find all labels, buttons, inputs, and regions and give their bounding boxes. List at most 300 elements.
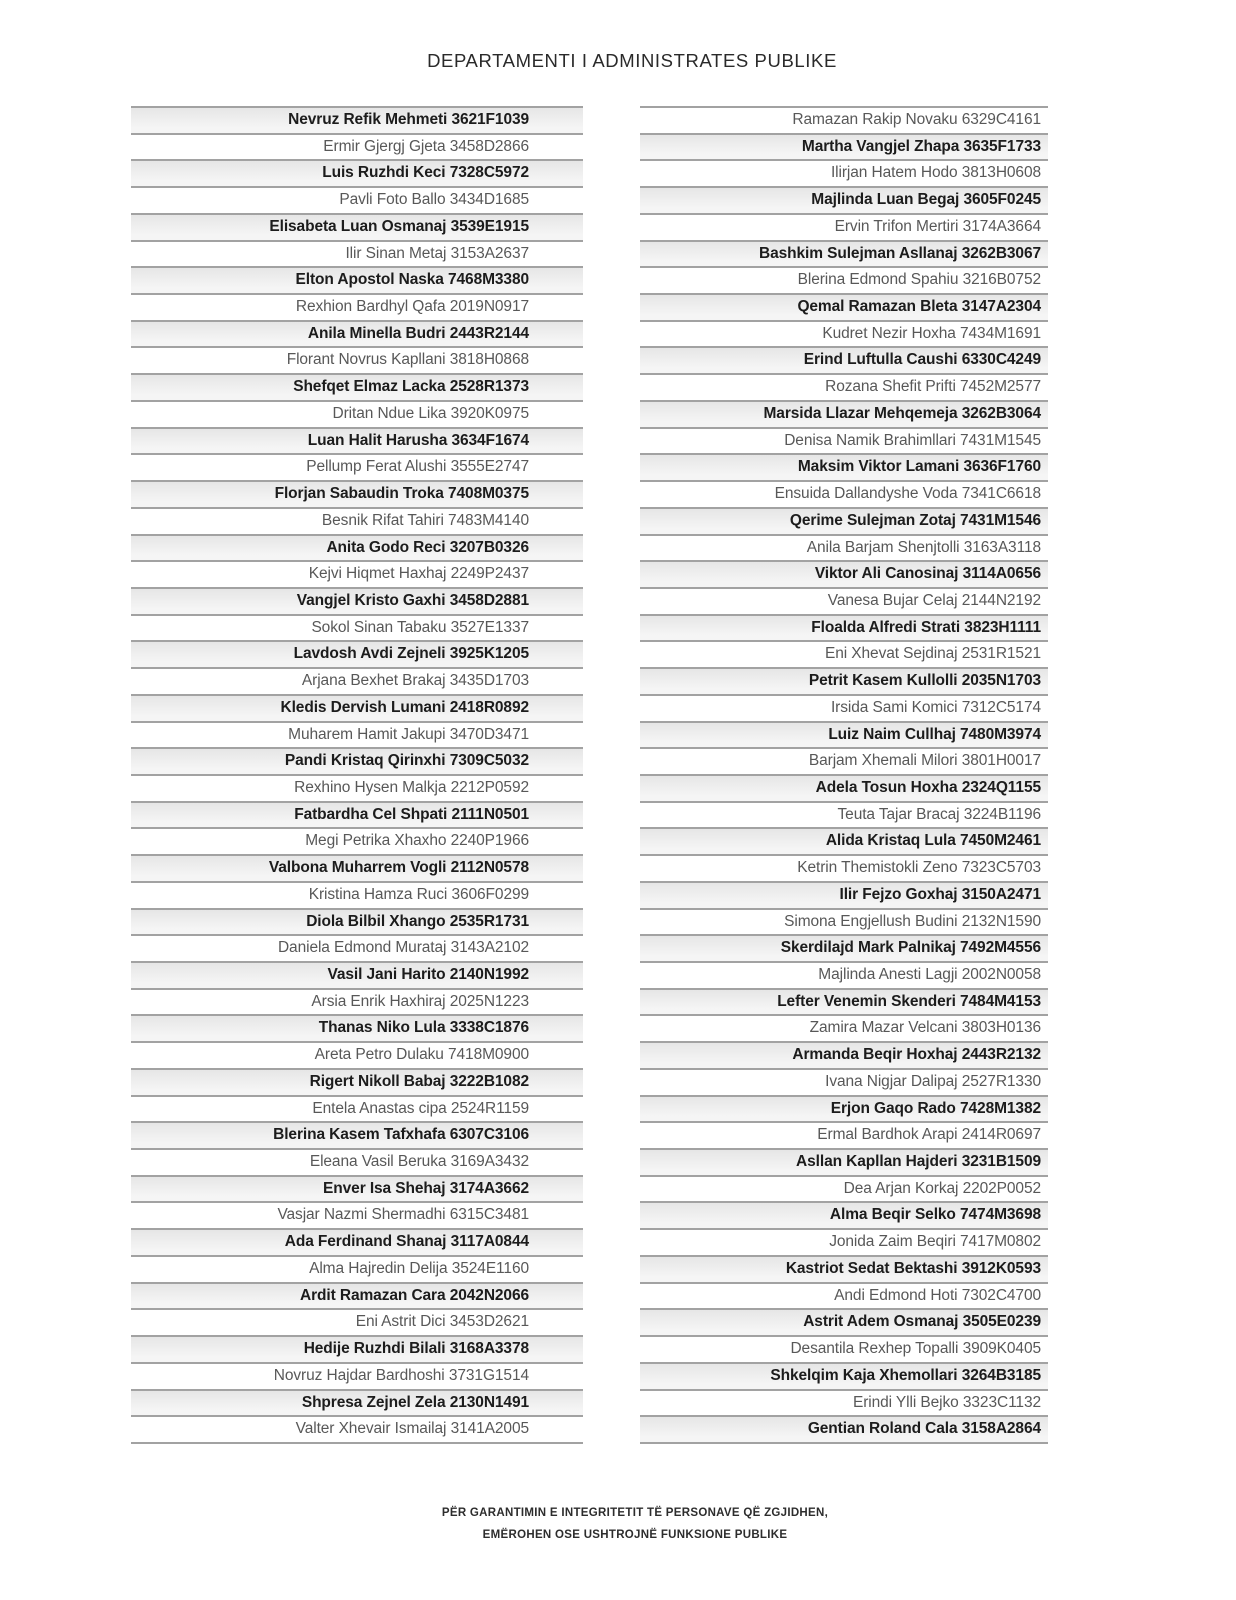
table-row xyxy=(640,429,1048,456)
person-name: Blerina Edmond Spahiu xyxy=(797,271,959,289)
person-name: Martha Vangjel Zhapa xyxy=(801,137,960,155)
table-row xyxy=(131,1043,583,1070)
person-code: 3813H0608 xyxy=(961,164,1041,182)
person-code: 3169A3432 xyxy=(450,1153,529,1171)
person-name: Eni Astrit Dici xyxy=(355,1313,446,1331)
footer-line-1: PËR GARANTIMIN E INTEGRITETIT TË PERSONAVE QË ZGJIDHEN, xyxy=(441,1507,829,1519)
person-code: 2019N0917 xyxy=(449,298,529,316)
table-row xyxy=(640,1391,1048,1418)
person-name: Armanda Beqir Hoxhaj xyxy=(792,1046,958,1064)
person-code: 7431M1546 xyxy=(960,511,1041,529)
table-row xyxy=(640,215,1048,242)
table-row xyxy=(640,402,1048,429)
person-name: Kejvi Hiqmet Haxhaj xyxy=(308,565,447,583)
table-row xyxy=(640,1203,1048,1230)
table-row xyxy=(640,1097,1048,1124)
person-code: 3605F0245 xyxy=(963,191,1041,209)
table-row xyxy=(640,883,1048,910)
person-code: 7323C5703 xyxy=(961,859,1041,877)
person-name: Hedije Ruzhdi Bilali xyxy=(303,1340,446,1358)
person-name: Elisabeta Luan Osmanaj xyxy=(269,217,447,235)
person-code: 3216B0752 xyxy=(962,271,1041,289)
table-row xyxy=(640,642,1048,669)
table-row xyxy=(131,1230,583,1257)
person-code: 3117A0844 xyxy=(450,1233,529,1251)
person-code: 6307C3106 xyxy=(449,1126,529,1144)
person-name: Florant Novrus Kapllani xyxy=(286,351,446,369)
person-code: 2240P1966 xyxy=(450,832,529,850)
person-name: Kledis Dervish Lumani xyxy=(280,698,446,716)
table-row xyxy=(131,1070,583,1097)
table-row xyxy=(640,696,1048,723)
person-name: Shkelqim Kaja Xhemollari xyxy=(770,1366,958,1384)
person-code: 2443R2144 xyxy=(449,324,529,342)
person-code: 2132N1590 xyxy=(961,912,1041,930)
table-row xyxy=(640,1337,1048,1364)
table-row xyxy=(131,1203,583,1230)
person-code: 7468M3380 xyxy=(448,271,529,289)
person-code: 3114A0656 xyxy=(962,565,1041,583)
person-code: 3222B1082 xyxy=(449,1072,529,1090)
person-name: Entela Anastas cipa xyxy=(312,1099,447,1117)
table-row xyxy=(640,856,1048,883)
table-row xyxy=(640,161,1048,188)
person-code: 3231B1509 xyxy=(961,1153,1041,1171)
page-title: DEPARTAMENTI I ADMINISTRATES PUBLIKE xyxy=(427,50,837,71)
person-code: 7418M0900 xyxy=(448,1046,529,1064)
person-code: 2112N0578 xyxy=(450,859,529,877)
person-name: Luiz Naim Cullhaj xyxy=(828,725,956,743)
table-row xyxy=(131,1123,583,1150)
person-code: 7483M4140 xyxy=(448,511,529,529)
table-row xyxy=(131,295,583,322)
person-code: 2531R1521 xyxy=(961,645,1041,663)
table-row xyxy=(131,642,583,669)
person-code: 3168A3378 xyxy=(449,1340,529,1358)
table-row xyxy=(131,776,583,803)
person-code: 7450M2461 xyxy=(960,832,1041,850)
person-name: Ivana Nigjar Dalipaj xyxy=(825,1072,958,1090)
person-name: Ermir Gjergj Gjeta xyxy=(323,137,446,155)
person-name: Desantila Rexhep Topalli xyxy=(790,1340,959,1358)
table-row xyxy=(640,1177,1048,1204)
table-row xyxy=(640,562,1048,589)
person-name: Blerina Kasem Tafxhafa xyxy=(273,1126,446,1144)
person-code: 3435D1703 xyxy=(449,672,529,690)
table-row xyxy=(131,509,583,536)
person-name: Luis Ruzhdi Keci xyxy=(322,164,446,182)
table-row xyxy=(640,108,1048,135)
person-name: Dea Arjan Korkaj xyxy=(843,1179,959,1197)
person-name: Denisa Namik Brahimllari xyxy=(784,431,956,449)
person-code: 2414R0697 xyxy=(961,1126,1041,1144)
table-row xyxy=(640,963,1048,990)
person-code: 3621F1039 xyxy=(451,111,529,128)
person-name: Alma Beqir Selko xyxy=(829,1206,956,1224)
person-name: Arjana Bexhet Brakaj xyxy=(301,672,446,690)
table-row xyxy=(640,135,1048,162)
person-name: Ada Ferdinand Shanaj xyxy=(284,1233,447,1251)
table-row xyxy=(131,589,583,616)
person-code: 3606F0299 xyxy=(451,885,529,903)
table-row xyxy=(640,1016,1048,1043)
table-row xyxy=(131,455,583,482)
person-name: Ardit Ramazan Cara xyxy=(300,1286,446,1304)
person-name: Rozana Shefit Prifti xyxy=(825,378,956,396)
person-name: Muharem Hamit Jakupi xyxy=(288,725,446,743)
person-name: Rigert Nikoll Babaj xyxy=(309,1072,446,1090)
person-name: Erindi Ylli Bejko xyxy=(852,1393,959,1411)
person-name: Valter Xhevair Ismailaj xyxy=(295,1420,447,1438)
person-code: 3434D1685 xyxy=(449,191,529,209)
person-name: Elton Apostol Naska xyxy=(295,271,444,289)
person-name: Jonida Zaim Beqiri xyxy=(829,1233,956,1251)
person-code: 7431M1545 xyxy=(960,431,1041,449)
person-name: Adela Tosun Hoxha xyxy=(815,778,958,796)
person-name: Irsida Sami Komici xyxy=(830,698,958,716)
person-name: Ketrin Themistokli Zeno xyxy=(797,859,958,877)
table-row xyxy=(640,1150,1048,1177)
table-row xyxy=(131,1417,583,1444)
table-row xyxy=(640,776,1048,803)
person-name: Gentian Roland Cala xyxy=(807,1420,958,1438)
table-row xyxy=(131,1364,583,1391)
person-code: 7484M4153 xyxy=(960,992,1041,1010)
table-row xyxy=(640,990,1048,1017)
person-code: 3634F1674 xyxy=(451,431,529,449)
person-code: 6330C4249 xyxy=(961,351,1041,369)
person-name: Pavli Foto Ballo xyxy=(339,191,446,209)
person-name: Andi Edmond Hoti xyxy=(834,1286,958,1304)
person-code: 2535R1731 xyxy=(449,912,529,930)
person-name: Simona Engjellush Budini xyxy=(784,912,958,930)
person-name: Shpresa Zejnel Zela xyxy=(301,1393,446,1411)
person-name: Megi Petrika Xhaxho xyxy=(305,832,447,850)
person-name: Besnik Rifat Tahiri xyxy=(321,511,444,529)
person-code: 7341C6618 xyxy=(961,485,1041,503)
person-code: 3801H0017 xyxy=(961,752,1041,770)
table-row xyxy=(131,108,583,135)
table-row xyxy=(131,429,583,456)
table-row xyxy=(131,135,583,162)
person-name: Rexhion Bardhyl Qafa xyxy=(295,298,446,316)
table-row xyxy=(640,455,1048,482)
table-row xyxy=(131,482,583,509)
person-name: Fatbardha Cel Shpati xyxy=(294,805,448,823)
table-row xyxy=(131,723,583,750)
person-code: 3153A2637 xyxy=(450,244,529,262)
person-name: Novruz Hajdar Bardhoshi xyxy=(273,1366,445,1384)
person-name: Enver Isa Shehaj xyxy=(323,1179,446,1197)
person-code: 3158A2864 xyxy=(961,1420,1041,1438)
person-code: 3925K1205 xyxy=(449,645,529,663)
person-name: Astrit Adem Osmanaj xyxy=(803,1313,959,1331)
name-list-table xyxy=(131,106,1048,1444)
table-row xyxy=(640,910,1048,937)
person-name: Vanesa Bujar Celaj xyxy=(827,591,958,609)
person-name: Pellump Ferat Alushi xyxy=(306,458,447,476)
table-row xyxy=(640,322,1048,349)
table-row xyxy=(131,161,583,188)
table-row xyxy=(131,1016,583,1043)
person-code: 7428M1382 xyxy=(960,1099,1041,1117)
person-code: 2202P0052 xyxy=(962,1179,1041,1197)
person-name: Eleana Vasil Beruka xyxy=(309,1153,447,1171)
table-row xyxy=(131,1284,583,1311)
person-code: 2249P2437 xyxy=(450,565,529,583)
person-code: 3323C1132 xyxy=(962,1393,1041,1411)
person-code: 7434M1691 xyxy=(960,324,1041,342)
name-list-column-right xyxy=(640,106,1048,1444)
table-row xyxy=(640,829,1048,856)
person-name: Lavdosh Avdi Zejneli xyxy=(293,645,446,663)
person-code: 6329C4161 xyxy=(961,111,1041,128)
table-row xyxy=(640,803,1048,830)
person-name: Valbona Muharrem Vogli xyxy=(268,859,447,877)
person-name: Vasjar Nazmi Shermadhi xyxy=(277,1206,446,1224)
table-row xyxy=(640,375,1048,402)
person-name: Ensuida Dallandyshe Voda xyxy=(774,485,958,503)
table-row xyxy=(640,1310,1048,1337)
table-row xyxy=(640,936,1048,963)
person-code: 3470D3471 xyxy=(449,725,529,743)
person-code: 2443R2132 xyxy=(961,1046,1041,1064)
table-row xyxy=(131,696,583,723)
person-code: 3141A2005 xyxy=(450,1420,529,1438)
table-row xyxy=(131,1337,583,1364)
person-name: Viktor Ali Canosinaj xyxy=(814,565,959,583)
person-name: Majlinda Anesti Lagji xyxy=(818,966,958,983)
person-name: Diola Bilbil Xhango xyxy=(306,912,446,930)
table-row xyxy=(131,936,583,963)
table-row xyxy=(131,375,583,402)
table-row xyxy=(131,562,583,589)
table-row xyxy=(131,1257,583,1284)
person-name: Petrit Kasem Kullolli xyxy=(808,672,958,690)
person-code: 3803H0136 xyxy=(961,1019,1041,1037)
person-code: 3150A2471 xyxy=(961,885,1041,903)
table-row xyxy=(640,1230,1048,1257)
person-name: Ilir Fejzo Goxhaj xyxy=(839,885,958,903)
table-row xyxy=(640,482,1048,509)
person-name: Anila Barjam Shenjtolli xyxy=(806,538,960,556)
person-code: 3338C1876 xyxy=(449,1019,529,1037)
person-code: 2144N2192 xyxy=(961,591,1041,609)
person-name: Rexhino Hysen Malkja xyxy=(294,778,447,796)
person-code: 3262B3067 xyxy=(961,244,1041,262)
person-code: 2042N2066 xyxy=(449,1286,529,1304)
person-code: 3207B0326 xyxy=(449,538,529,556)
person-name: Kastriot Sedat Bektashi xyxy=(785,1259,958,1277)
person-name: Arsia Enrik Haxhiraj xyxy=(311,992,446,1010)
table-row xyxy=(131,990,583,1017)
person-name: Areta Petro Dulaku xyxy=(314,1046,444,1064)
person-code: 3174A3662 xyxy=(449,1179,529,1197)
person-code: 3527E1337 xyxy=(450,618,529,636)
person-name: Anila Minella Budri xyxy=(307,324,446,342)
person-name: Barjam Xhemali Milori xyxy=(808,752,958,770)
person-name: Maksim Viktor Lamani xyxy=(797,458,960,476)
table-row xyxy=(640,1364,1048,1391)
table-row xyxy=(640,348,1048,375)
table-row xyxy=(640,1123,1048,1150)
table-row xyxy=(131,188,583,215)
person-name: Zamira Mazar Velcani xyxy=(809,1019,958,1037)
person-code: 2025N1223 xyxy=(449,992,529,1010)
table-row xyxy=(131,669,583,696)
person-name: Asllan Kapllan Hajderi xyxy=(796,1153,958,1171)
person-name: Marsida Llazar Mehqemeja xyxy=(763,404,958,422)
person-code: 2035N1703 xyxy=(961,672,1041,690)
table-row xyxy=(640,1284,1048,1311)
table-row xyxy=(640,295,1048,322)
person-code: 3635F1733 xyxy=(963,137,1041,155)
person-name: Florjan Sabaudin Troka xyxy=(274,485,444,503)
person-code: 3920K0975 xyxy=(450,404,529,422)
table-row xyxy=(131,749,583,776)
table-row xyxy=(131,616,583,643)
person-name: Ilir Sinan Metaj xyxy=(345,244,447,262)
person-code: 3524E1160 xyxy=(451,1259,529,1277)
table-row xyxy=(640,509,1048,536)
person-code: 3458D2881 xyxy=(449,591,529,609)
person-name: Kudret Nezir Hoxha xyxy=(822,324,956,342)
table-row xyxy=(131,268,583,295)
person-code: 3163A3118 xyxy=(963,538,1041,556)
person-code: 3912K0593 xyxy=(961,1259,1041,1277)
table-row xyxy=(640,723,1048,750)
person-name: Shefqet Elmaz Lacka xyxy=(293,378,446,396)
person-name: Bashkim Sulejman Asllanaj xyxy=(759,244,958,262)
person-code: 3147A2304 xyxy=(961,298,1041,316)
person-code: 3818H0868 xyxy=(449,351,529,369)
person-code: 3174A3664 xyxy=(962,217,1041,235)
table-row xyxy=(131,402,583,429)
table-row xyxy=(131,1097,583,1124)
person-code: 3458D2866 xyxy=(449,137,529,155)
table-row xyxy=(640,589,1048,616)
person-code: 3731G1514 xyxy=(448,1366,529,1384)
person-name: Luan Halit Harusha xyxy=(307,431,448,449)
table-row xyxy=(131,963,583,990)
footer-line-2: EMËROHEN OSE USHTROJNË FUNKSIONE PUBLIKE xyxy=(482,1529,788,1541)
person-code: 2111N0501 xyxy=(451,805,529,823)
person-name: Qerime Sulejman Zotaj xyxy=(789,511,956,529)
person-name: Anita Godo Reci xyxy=(326,538,446,556)
person-name: Erjon Gaqo Rado xyxy=(830,1099,956,1117)
table-row xyxy=(131,1150,583,1177)
person-name: Lefter Venemin Skenderi xyxy=(777,992,956,1010)
person-code: 7309C5032 xyxy=(449,752,529,770)
person-name: Floalda Alfredi Strati xyxy=(811,618,961,636)
name-list-column-left xyxy=(131,106,583,1444)
person-code: 2527R1330 xyxy=(961,1072,1041,1090)
person-name: Vangjel Kristo Gaxhi xyxy=(296,591,446,609)
person-name: Nevruz Refik Mehmeti xyxy=(288,111,448,128)
person-name: Daniela Edmond Murataj xyxy=(277,939,447,957)
person-code: 3555E2747 xyxy=(450,458,529,476)
table-row xyxy=(131,829,583,856)
table-row xyxy=(131,803,583,830)
person-code: 3636F1760 xyxy=(963,458,1041,476)
person-name: Ilirjan Hatem Hodo xyxy=(830,164,958,182)
table-row xyxy=(131,322,583,349)
person-code: 7417M0802 xyxy=(960,1233,1041,1251)
person-name: Pandi Kristaq Qirinxhi xyxy=(284,752,446,770)
person-code: 3264B3185 xyxy=(961,1366,1041,1384)
person-name: Alida Kristaq Lula xyxy=(825,832,956,850)
person-name: Ervin Trifon Mertiri xyxy=(834,217,959,235)
person-code: 6315C3481 xyxy=(449,1206,529,1224)
person-code: 3505E0239 xyxy=(962,1313,1041,1331)
person-name: Teuta Tajar Bracaj xyxy=(837,805,960,823)
person-name: Alma Hajredin Delija xyxy=(309,1259,448,1277)
person-code: 2324Q1155 xyxy=(961,778,1041,796)
person-code: 7480M3974 xyxy=(960,725,1041,743)
table-row xyxy=(131,856,583,883)
person-code: 2528R1373 xyxy=(449,378,529,396)
person-code: 2524R1159 xyxy=(450,1099,529,1117)
table-row xyxy=(640,669,1048,696)
person-code: 3823H1111 xyxy=(964,618,1041,636)
table-row xyxy=(640,536,1048,563)
table-row xyxy=(131,1391,583,1418)
person-code: 3262B3064 xyxy=(961,404,1041,422)
person-code: 3909K0405 xyxy=(962,1340,1041,1358)
person-name: Vasil Jani Harito xyxy=(327,966,446,983)
person-name: Eni Xhevat Sejdinaj xyxy=(824,645,958,663)
table-row xyxy=(640,1417,1048,1444)
person-code: 7474M3698 xyxy=(960,1206,1041,1224)
person-name: Erind Luftulla Caushi xyxy=(803,351,958,369)
table-row xyxy=(131,883,583,910)
table-row xyxy=(131,910,583,937)
person-name: Sokol Sinan Tabaku xyxy=(311,618,447,636)
table-row xyxy=(640,1043,1048,1070)
table-row xyxy=(640,242,1048,269)
person-name: Kristina Hamza Ruci xyxy=(308,885,448,903)
table-row xyxy=(131,536,583,563)
person-code: 2140N1992 xyxy=(449,966,529,983)
person-code: 3453D2621 xyxy=(449,1313,529,1331)
table-row xyxy=(640,749,1048,776)
person-name: Dritan Ndue Lika xyxy=(332,404,447,422)
person-code: 3539E1915 xyxy=(450,217,529,235)
person-name: Thanas Niko Lula xyxy=(318,1019,446,1037)
table-row xyxy=(131,242,583,269)
person-code: 2130N1491 xyxy=(449,1393,529,1411)
person-code: 7408M0375 xyxy=(448,485,529,503)
table-row xyxy=(640,616,1048,643)
table-row xyxy=(131,1310,583,1337)
table-row xyxy=(131,1177,583,1204)
person-name: Majlinda Luan Begaj xyxy=(811,191,960,209)
person-code: 2212P0592 xyxy=(450,778,529,796)
person-code: 2418R0892 xyxy=(449,698,529,716)
person-name: Ermal Bardhok Arapi xyxy=(817,1126,958,1144)
person-code: 7302C4700 xyxy=(961,1286,1041,1304)
person-name: Qemal Ramazan Bleta xyxy=(797,298,958,316)
table-row xyxy=(131,348,583,375)
person-code: 2002N0058 xyxy=(961,966,1041,983)
person-name: Ramazan Rakip Novaku xyxy=(792,111,958,128)
table-row xyxy=(640,268,1048,295)
person-code: 3224B1196 xyxy=(963,805,1041,823)
table-row xyxy=(131,215,583,242)
person-name: Skerdilajd Mark Palnikaj xyxy=(780,939,956,957)
table-row xyxy=(640,1257,1048,1284)
person-code: 3143A2102 xyxy=(450,939,529,957)
